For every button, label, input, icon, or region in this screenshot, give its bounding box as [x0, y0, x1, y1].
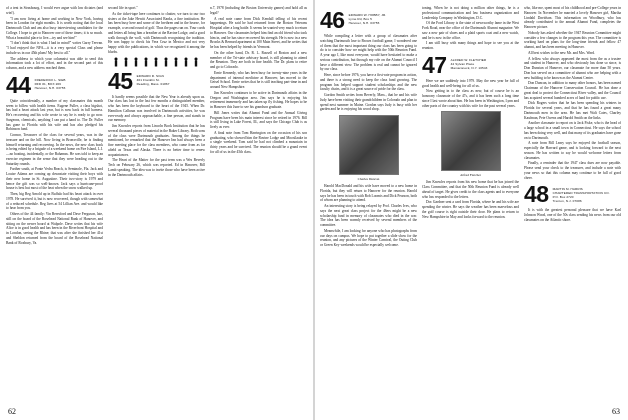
- class-secretary-address: [35, 75, 66, 90]
- paragraph: Of the Ford Library is the state of newsworthy fame in the West Fork Road, near the office of the Dartmouth Alumni magazine. We saw a new pair of shoes and a plaid sports coat and a new watch, and he is now in the office.: [422, 21, 519, 40]
- class-secretary-address: [553, 184, 610, 203]
- address-line: Trenton, N.J. 07086: [552, 199, 582, 204]
- class-year-number: 44: [6, 71, 31, 98]
- paragraph: While compiling a letter with a group of classmates after watching Dartmouth lose to Brown football game, I wondered one of them that the most important thing our class has been going to do is to consider how we might help with the 50th Reunion Fund. A year ago I, like most everyone, would have hesitated to make a serious contribution, but through my role on the Alumni Council I have a different view. The problem is real and cannot be ignored by our class.: [320, 34, 417, 72]
- paragraph: Don Duncan, in addition to many other honors, has been named Chairman of the Hanover Conservation Council. He has done a great deal to protect the Connecticut River valley, and the Council has acquired several hundred acres of land for public use.: [524, 81, 621, 100]
- address-line: Mamaroneck, N.Y. 10543: [450, 65, 488, 70]
- address-line: Lyme Rd, Box 5: [348, 17, 372, 21]
- column-2-intro: [108, 6, 205, 55]
- paragraph: Finally, a reminder that the 1947 class dues are now payable. Please send your check to the treasurer, and include a note with your news so that this column may continue to be full of good cheer.: [524, 161, 621, 180]
- paragraph: Farther south, at Ponte Vedra Beach, is Seminole, Fla. Jack and Louise Adams are coming up downstate visiting their boys with their new home in St. Augustine. Their two-story is 1979 and hence the gift was so well-known. Jack says a hurricane-proof house is best but most of the heat when the snow walked up.: [6, 167, 103, 191]
- column-5: [422, 6, 519, 398]
- column-6-intro: [524, 6, 621, 50]
- paragraph: Nobody has asked whether the 1947 Reunion Committee might consider a few changes to the program this year. The committee is working hard on plans for the long-time friends and fellow 47 alumni, and has been meeting in Hanover.: [524, 30, 621, 49]
- paragraph: Jim Knowles reports from Lincoln Book Institution that he has several thousand pieces of material in the Baker Library. Both sons of the class were Dartmouth graduates. Among the things he mentioned, he remarked that the Hanover Inn had always been a fine meeting place for the class members, who came from as far afield as Texas and Alaska. There is no better time to renew acquaintances.: [108, 124, 205, 157]
- class-year-number: 48: [524, 181, 549, 208]
- column-4-body-continued: [320, 184, 417, 248]
- paragraph: A real note came from Dick Kendall telling of his recent happenings. He said he had returned from the Boston Veterans Hospital after a long battle. It seems he wanted very much to return to Hanover. Our classmates helped him find an old friend who took him in, and he has since recovered his strength. He is now in a new Brooks & Bernard apartment at 100 Main Street, and he writes that he has been helped by friends in Vermont.: [210, 16, 307, 49]
- class-year-number: 47: [422, 51, 447, 78]
- paragraph: of a tent in Strasbourg, I would ever argue with law dictates (and win!).: [6, 6, 103, 15]
- column-5-body: [422, 79, 519, 109]
- paragraph: toning. When he is not doing a million other things, he is a professional communication and law business organization and Leadership Company in Washington, D.C.: [422, 6, 519, 20]
- paragraph: It is with the greatest personal pleasure that we have Karl Johnson Wood, one of the 50s class sending his news from our old classmates on the Atlantic shore.: [524, 208, 621, 222]
- paragraph: A final note from Tom Harrington on the occasion of his son graduating, who showed him the Ravine Lodge and Moosilauke in a single weekend. Tom said he had not climbed a mountain in thirty years and he survived. The reunion should be a grand event for all of us in the 45th class.: [210, 130, 307, 154]
- column-6-tail: [524, 208, 621, 222]
- paragraph: As the ticket-tape here continues to chatter, we turn to our two sisters at the Jake Hewitt Associated Ranks, a fine institution. He has been busy here and some of the brethren and in the hearse, for example, a second round of golf. Thus the pages run on. Your cards and letters all bring him a breather at the Ravine Lodge, and a good walk through the wolf, with Dartmouth recognizing the tradition. He was happy to check his Vera Cruz in Mexico and not very happy with the publications, in which we recognized it among the blurbs.: [108, 11, 205, 54]
- address-line: RFD #1, BOX 206: [34, 81, 62, 86]
- paragraph: Now getting in to the class as new, but of course he is an honorary classmate of the 47s, and it has been such a long time since I last wrote about him. He has been in Washington, Lynn and other parts of the country with his wife for the past several years.: [422, 89, 519, 108]
- paragraph: Doc Gardner sent a card from Florida, where he and his wife are spending the winter. He says the weather has been marvelous and the golf course is right outside their door. He plans to return to New Hampshire in May and looks forward to the reunion.: [422, 200, 519, 219]
- paragraph: I am still busy with many things and hope to see you at the reunion.: [422, 41, 519, 50]
- class-secretary-address: [349, 10, 387, 25]
- paragraph: Connor, Treasurer of the class for several years, was in the treasure and on the hill. Now living in Bronxville, he is finding himself returning and recovering. In the news, the new class book is being edited by a brigade of a weekend home on Fire Island, L.I.—no boating, incidentally, or the Bahamas. He was told to keep an exercise regimen in the sense that they were heading out to the Saturday rounds.: [6, 133, 103, 166]
- class-heading-45: [108, 67, 205, 94]
- paragraph: The Heart of the Matter for the past term was a Wes Beverly Tech on February 26, which was reported. Ed in Hanover, Bill Lamb speaking. The idea was to invite those who have been active in the Dartmouth affairs.: [108, 158, 205, 177]
- photo-caption: Charles Duncan: [357, 177, 380, 181]
- column-2-body: [108, 95, 205, 178]
- column-4: [320, 6, 417, 398]
- paragraph: An interesting story is being relayed by Prof. Charles Ives, who says the next great class project for the 46ers might be a new scholarship fund in memory of classmates who died in the war. The idea has been warmly received by several members of the committee.: [320, 204, 417, 228]
- address-line: P.O. Box 2720: [552, 195, 574, 200]
- class-year-number: 45: [108, 67, 133, 94]
- address-line: 461 Franklin St.: [136, 77, 160, 82]
- address-line: Hanover, N.H. 03755: [348, 21, 380, 25]
- paragraph: n.7, 1978 (including the Boston University games) and hold all as legal?: [210, 6, 307, 15]
- address-line: Reading, Mass. 01867: [136, 81, 170, 86]
- class-secretary-address: [451, 55, 488, 70]
- class-heading-47: [422, 51, 519, 78]
- class-heading-44: [6, 71, 103, 98]
- secretary-name: EDWARD R. SIGN: [136, 73, 165, 78]
- portrait-photo: [441, 111, 501, 171]
- class-heading-48: [524, 181, 621, 208]
- secretary-name: FREDERICK L. SIEB: [34, 77, 66, 82]
- column-1: [6, 6, 103, 398]
- page-gutter: [313, 0, 315, 420]
- column-1-body: [6, 99, 103, 246]
- address-line: CHARTERED TRANSPORTATION CO.: [552, 191, 610, 196]
- paragraph: All best wishes to the new Mr. and Mrs. Ward.: [528, 50, 595, 55]
- paragraph: Quite coincidentally, a number of my classmates this month seem to billow with health items. Eugene Fuller, a class bigshot, has had a heart attack last year, but is now back in full harness. He's recovering and his wife wrote to say he is ready to go now. Surgeons, chemicals, anything I can put a hand to. The Dr. Fuller has gone to Florida with his wife and has also pledged his Robinson fund.: [6, 98, 103, 132]
- paragraph: The address to which your columnist was able to send this information took a lot of effort, and in the second part of this column, and a new address reached them.: [6, 56, 103, 70]
- column-5-body-continued: [422, 180, 519, 219]
- paragraph: It hardly seems possible that the New Year is already upon us. Our class has lost in the last few months a distinguished member, who has been the keyboard to the heart of the 1945. When Dr. Hamilton Calhoun was involved in Dartmouth activities, he was ever-ready and always approachable, a fine person, and stands in our memory.: [108, 94, 205, 123]
- paragraph: Jim Knowles continues to be active in Dartmouth affairs in the Oregon and Washington area. Jim says he is enjoying his retirement immensely and has taken up fly fishing. He hopes to be in Hanover this June to see his grandson graduate.: [210, 90, 307, 109]
- column-6: [524, 6, 621, 398]
- paragraph: Harold MacDonald and his wife have moved to a new home in Florida, but they will return to Hanover for the reunion. Harold says he has been in touch with Bob Loomis and Dick Pearson, both of whom are planning to attend.: [320, 184, 417, 203]
- paragraph: Here we are suddenly into 1979. May the new year be full of good health and well-being for all of us.: [422, 78, 519, 88]
- secretary-name: MARTIN M. HARRIS: [552, 187, 583, 192]
- paragraph: "I am now living at home and working in New York, having been in London for eight months. It is worth noting that the local Dartmouth Club and am also busy interviewing candidates for the College. I hope to get to Hanover one of these times; it is so much. What a beautiful place to live—try and see him!": [6, 16, 103, 40]
- class-secretary-address: [137, 71, 170, 86]
- secretary-name: EDWARD W. HOBBY, JR.: [348, 13, 387, 17]
- paragraph: Meanwhile, I am looking for anyone who has photographs from our days on campus. We hope to put together a slide show for the reunion, and any pictures of the Winter Carnival, the Outing Club or Green Key weekends would be especially welcome.: [320, 228, 417, 248]
- column-5-intro: [422, 6, 519, 51]
- silhouette-figures-icon: [108, 57, 205, 67]
- paragraph: A note from Bill Leary says he enjoyed the football season, especially the Harvard game, and is looking forward to the next season. He has written to say he would welcome letters from classmates.: [524, 141, 621, 160]
- paragraph: Then, big Reg Arnold up in Buffalo had his heart attack in over 1978. He survived it, but is now recovered, though with somewhat of a reduced schedule. Reg lives at 54 Lillian Ave. and would like to hear from you.: [6, 192, 103, 211]
- paragraph: On the other hand, Dr. R. L. Russell of Boston and a new member of the Tri-state advisory board, is still planning to attend the Reunion. They are both in fine health. The Dr. plans to retire and go to Colorado.: [210, 50, 307, 69]
- column-3-body: [210, 6, 307, 155]
- address-line: Hanover, N.H. 03755: [34, 85, 66, 90]
- paragraph: A fellow who always appeared the most from the as a trustee and student in Hanover, and who obviously has done so since, is Don Dunstan of Hanover, our classmate for more than 50 years. Don has served on a committee of alumni who are helping with a new building to be known as the Alumni Center.: [524, 56, 621, 80]
- portrait-photo: [339, 115, 399, 175]
- paragraph: second life in sport.": [108, 6, 138, 10]
- secretary-name: ALFRED W. FLETCHER: [450, 57, 487, 62]
- column-1-intro: [6, 6, 103, 71]
- paragraph: Jim Knowles reports from his new home that he has joined the Class Committee, and that the 50th Reunion Fund is already well ahead of target. He gives credit to the class agents and to everyone who has responded to the letters.: [422, 180, 519, 199]
- address-line: 44 Sylvan Place: [450, 61, 475, 66]
- paragraph: Others of the 44 family: Vin Beresford and Dave Ferguson, late, still on the board of the Rosehead National Bank of Hanover, and sitting on the newer board at Walpole. Dave writes that his wife Alice is in good health and has been in the Riverfront Hospital and in London, seeing the Rhine; that was after she finished her 41st and Sheldon returned from the board of the Rosehead National Bank of Roxbury, Va.: [6, 212, 103, 245]
- paragraph: Bill Jones writes that Alumni Fund and the Annual Giving Program have been his main interest since he retired in 1976. Bill is still living in Lake Forest, Ill., and says the Chicago Club is as lively as ever.: [210, 110, 307, 129]
- class-year-number: 46: [320, 7, 345, 33]
- paragraph: Ernie Kennedy, who has been busy for twenty-nine years in the department of internal medicine at Hanover, has moved to the Geisel School. Ernie writes that he is still teaching part-time in and around New Hampshire.: [210, 70, 307, 89]
- paragraph: Dick Rogers writes that he has been spending his winters in Florida for several years, and that he has found a great many Dartmouth men in the area. He has met Walt Cates, Charley Kaufman, Pete Owens and Harold Smith on the links.: [524, 101, 621, 120]
- paragraph: who, like me, spent most of his childhood and pre-College years in Hanover. In November he married a lovely Hanover girl, Martha Lindahl Davidson. This information on Woodbury, who has already contributed to the annual Alumni Fund, completes the Hanover picture.: [524, 6, 621, 29]
- paragraph: Another classmate to report on is Jack Fiske, who is the head of a large school in a small town in Connecticut. He says the school has been doing very well, and that many of its graduates have gone on to Dartmouth.: [524, 121, 621, 140]
- class-heading-46: [320, 7, 417, 33]
- page-number-left: 62: [8, 407, 16, 416]
- column-6-body: [524, 51, 621, 181]
- paragraph: "I don't think that is what I had in mind!" writes Garry Teevan. "I had enjoyed the NFA—it is a very special Class and please include us in our 45th plans! My best to all.": [6, 41, 103, 55]
- column-3: [210, 6, 307, 398]
- column-4-body: [320, 34, 417, 112]
- page-number-right: 63: [612, 407, 620, 416]
- paragraph: Gordon Smith writes from Beverly, Mass., that he and his wife Judy have been visiting their grandchildren in Colorado and plan to spend next summer in Maine. Gordon says Judy is busy with her garden and he is enjoying his wood shop.: [320, 93, 417, 112]
- photo-caption: Alfred Fletcher: [460, 173, 481, 178]
- paragraph: Here, since before 1976, you have a first-rate program in action, and there is a strong need to keep the class fund growing. The program has helped support student scholarships and the new faculty chairs, and it is a great source of pride for the class.: [320, 73, 417, 92]
- column-2: [108, 6, 205, 398]
